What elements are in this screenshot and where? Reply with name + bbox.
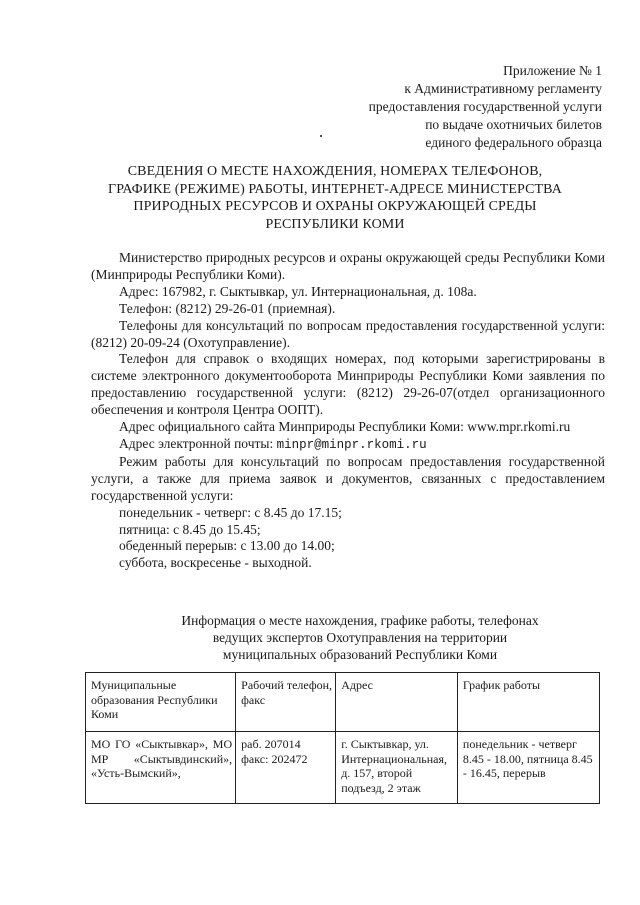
offices-table bbox=[85, 672, 600, 804]
table-row bbox=[86, 732, 600, 804]
subtitle-line: Информация о месте нахождения, графике работы, телефонах bbox=[181, 613, 539, 628]
cell-municipality bbox=[86, 732, 236, 804]
email-address: minpr@minpr.rkomi.ru bbox=[276, 437, 427, 452]
ministry-name: Министерство природных ресурсов и охраны окружающей среды Республики Коми (Минприроды Республики Коми). bbox=[91, 250, 605, 282]
subtitle-line: муниципальных образований Республики Коми bbox=[222, 647, 498, 662]
fax-number: факс: 202472 bbox=[241, 751, 308, 766]
cell-phone bbox=[236, 732, 336, 804]
schedule-item: пятница: с 8.45 до 15.45; bbox=[119, 521, 261, 537]
schedule-item: суббота, воскресенье - выходной. bbox=[119, 555, 312, 571]
title-line: РЕСПУБЛИКИ КОМИ bbox=[265, 216, 405, 232]
appendix-line: по выдаче охотничьих билетов bbox=[425, 117, 602, 132]
header-address: Адрес bbox=[336, 673, 458, 732]
ministry-address: Адрес: 167982, г. Сыктывкар, ул. Интернациональная, д. 108а. bbox=[119, 283, 477, 299]
header-phone: Рабочий телефон, факс bbox=[236, 673, 336, 732]
scan-speck bbox=[320, 135, 322, 137]
email-line bbox=[91, 436, 605, 454]
municipality-text: МО ГО «Сыктывкар», МО МР «Сыктывдинский», «Усть-Вымский», bbox=[91, 737, 233, 780]
table-subtitle bbox=[150, 612, 570, 663]
appendix-header bbox=[369, 62, 602, 152]
title-line: ПРИРОДНЫХ РЕСУРСОВ И ОХРАНЫ ОКРУЖАЮЩЕЙ СРЕДЫ bbox=[133, 199, 537, 214]
header-municipality: Муниципальные образования Республики Коми bbox=[86, 673, 236, 732]
title-line: СВЕДЕНИЯ О МЕСТЕ НАХОЖДЕНИЯ, НОМЕРАХ ТЕЛЕФОНОВ, bbox=[127, 164, 543, 179]
schedule-item: понедельник - четверг: с 8.45 до 17.15; bbox=[119, 504, 342, 520]
ministry-phone: Телефон: (8212) 29-26-01 (приемная). bbox=[119, 300, 336, 316]
header-schedule: График работы bbox=[457, 673, 599, 732]
cell-schedule: понедельник - четверг 8.45 - 18.00, пятница 8.45 - 16.45, перерыв bbox=[457, 732, 599, 804]
subtitle-line: ведущих экспертов Охотуправления на территории bbox=[212, 630, 508, 645]
table-header-row bbox=[86, 673, 600, 732]
appendix-line: предоставления государственной услуги bbox=[368, 99, 602, 114]
ministry-info bbox=[91, 250, 605, 572]
appendix-number: Приложение № 1 bbox=[503, 63, 602, 78]
consult-phones: Телефоны для консультаций по вопросам предоставления государственной услуги: (8212) 20-09-24 (Охотуправление). bbox=[91, 317, 605, 350]
appendix-line: единого федерального образца bbox=[425, 135, 602, 150]
schedule-item: обеденный перерыв: с 13.00 до 14.00; bbox=[119, 538, 335, 554]
document-title bbox=[80, 163, 590, 233]
official-site: Адрес официального сайта Минприроды Республики Коми: www.mpr.rkomi.ru bbox=[119, 419, 571, 435]
appendix-line: к Административному регламенту bbox=[404, 81, 602, 96]
cell-address: г. Сыктывкар, ул. Интернациональная, д. 157, второй подъезд, 2 этаж bbox=[336, 732, 458, 804]
title-line: ГРАФИКЕ (РЕЖИМЕ) РАБОТЫ, ИНТЕРНЕТ-АДРЕСЕ МИНИСТЕРСТВА bbox=[108, 181, 562, 197]
work-mode: Режим работы для консультаций по вопросам предоставления государственной услуги, а также для приема заявок и документов, связанных с предоставлением государственной услуги: bbox=[91, 453, 605, 503]
email-label: Адрес электронной почты: bbox=[119, 435, 277, 451]
reference-phone: Телефон для справок о входящих номерах, под которыми зарегистрированы в системе электронного документооборота Минприроды Республики Коми заявления по предоставлению государственной услуги: (8212) 29-26-07(отдел организационного обеспечения и контроля Центра ООПТ). bbox=[91, 351, 605, 418]
work-phone: раб. 207014 bbox=[241, 737, 301, 751]
